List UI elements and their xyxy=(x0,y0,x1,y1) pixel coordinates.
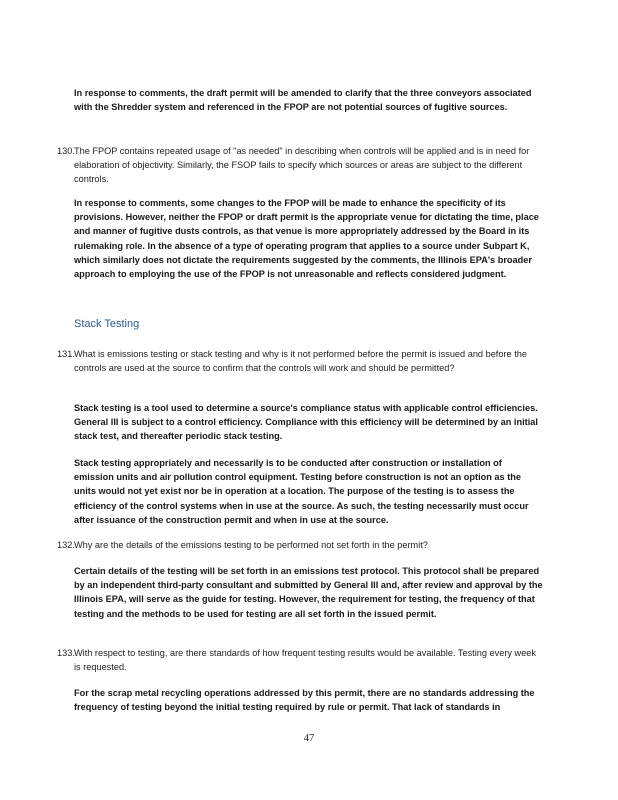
response-131a: Stack testing is a tool used to determine a source's compliance status with applicable control efficiencies. General III is subject to a control efficiency. Compliance with this efficiency will be determined by an initial stack test, and thereafter periodic stack testing. xyxy=(74,403,538,442)
response-129: In response to comments, the draft permit will be amended to clarify that the three conveyors associated with the Shredder system and referenced in the FPOP are not potential sources of fugitive sources. xyxy=(74,88,532,113)
question-130 xyxy=(57,144,544,187)
section-heading-stack-testing: Stack Testing xyxy=(74,318,140,330)
question-number: 130. xyxy=(57,146,75,156)
question-132 xyxy=(57,538,544,552)
question-text: What is emissions testing or stack testing and why is it not performed before the permit is issued and before the controls are used at the source to confirm that the controls will work and should be permitted? xyxy=(74,349,527,374)
response-131b: Stack testing appropriately and necessarily is to be conducted after construction or installation of emission units and air pollution control equipment. Testing before construction is not an option as the units would not yet exist nor be in operation at a location. The purpose of the testing is to assess the efficiency of the control systems when in use at the source. As such, the testing necessarily must occur after issuance of the construction permit and when in use at the source. xyxy=(74,458,529,525)
question-number: 131. xyxy=(57,349,75,359)
response-130: In response to comments, some changes to the FPOP will be made to enhance the specificity of its provisions. However, neither the FPOP or draft permit is the appropriate venue for dictating the time, place and manner of fugitive dusts controls, as that venue is more appropriately addressed by the Board in its rulemaking role. In the absence of a type of operating program that applies to a source under Subpart K, which similarly does not dictate the requirements suggested by the comments, the Illinois EPA's broader approach to employing the use of the FPOP is not unreasonable and reflects considered judgment. xyxy=(74,198,539,280)
question-number: 132. xyxy=(57,540,75,550)
question-text: Why are the details of the emissions testing to be performed not set forth in the permit? xyxy=(74,540,428,550)
question-text: The FPOP contains repeated usage of "as needed" in describing when controls will be applied and is in need for elaboration of objectivity. Similarly, the FSOP fails to specify which sources or areas are subject to the different controls. xyxy=(74,146,530,185)
question-131 xyxy=(57,347,544,375)
page-number: 47 xyxy=(303,733,315,744)
question-133 xyxy=(57,646,544,674)
question-number: 133. xyxy=(57,648,75,658)
response-133: For the scrap metal recycling operations addressed by this permit, there are no standards addressing the frequency of testing beyond the initial testing required by rule or permit. That lack of standards in xyxy=(74,688,535,713)
response-132: Certain details of the testing will be set forth in an emissions test protocol. This protocol shall be prepared by an independent third-party consultant and submitted by General III and, after review and approval by the Illinois EPA, will serve as the guide for testing. However, the requirement for testing, the frequency of that testing and the methods to be used for testing are all set forth in the issued permit. xyxy=(74,566,543,619)
question-text: With respect to testing, are there standards of how frequent testing results would be available. Testing every week is requested. xyxy=(74,648,537,673)
